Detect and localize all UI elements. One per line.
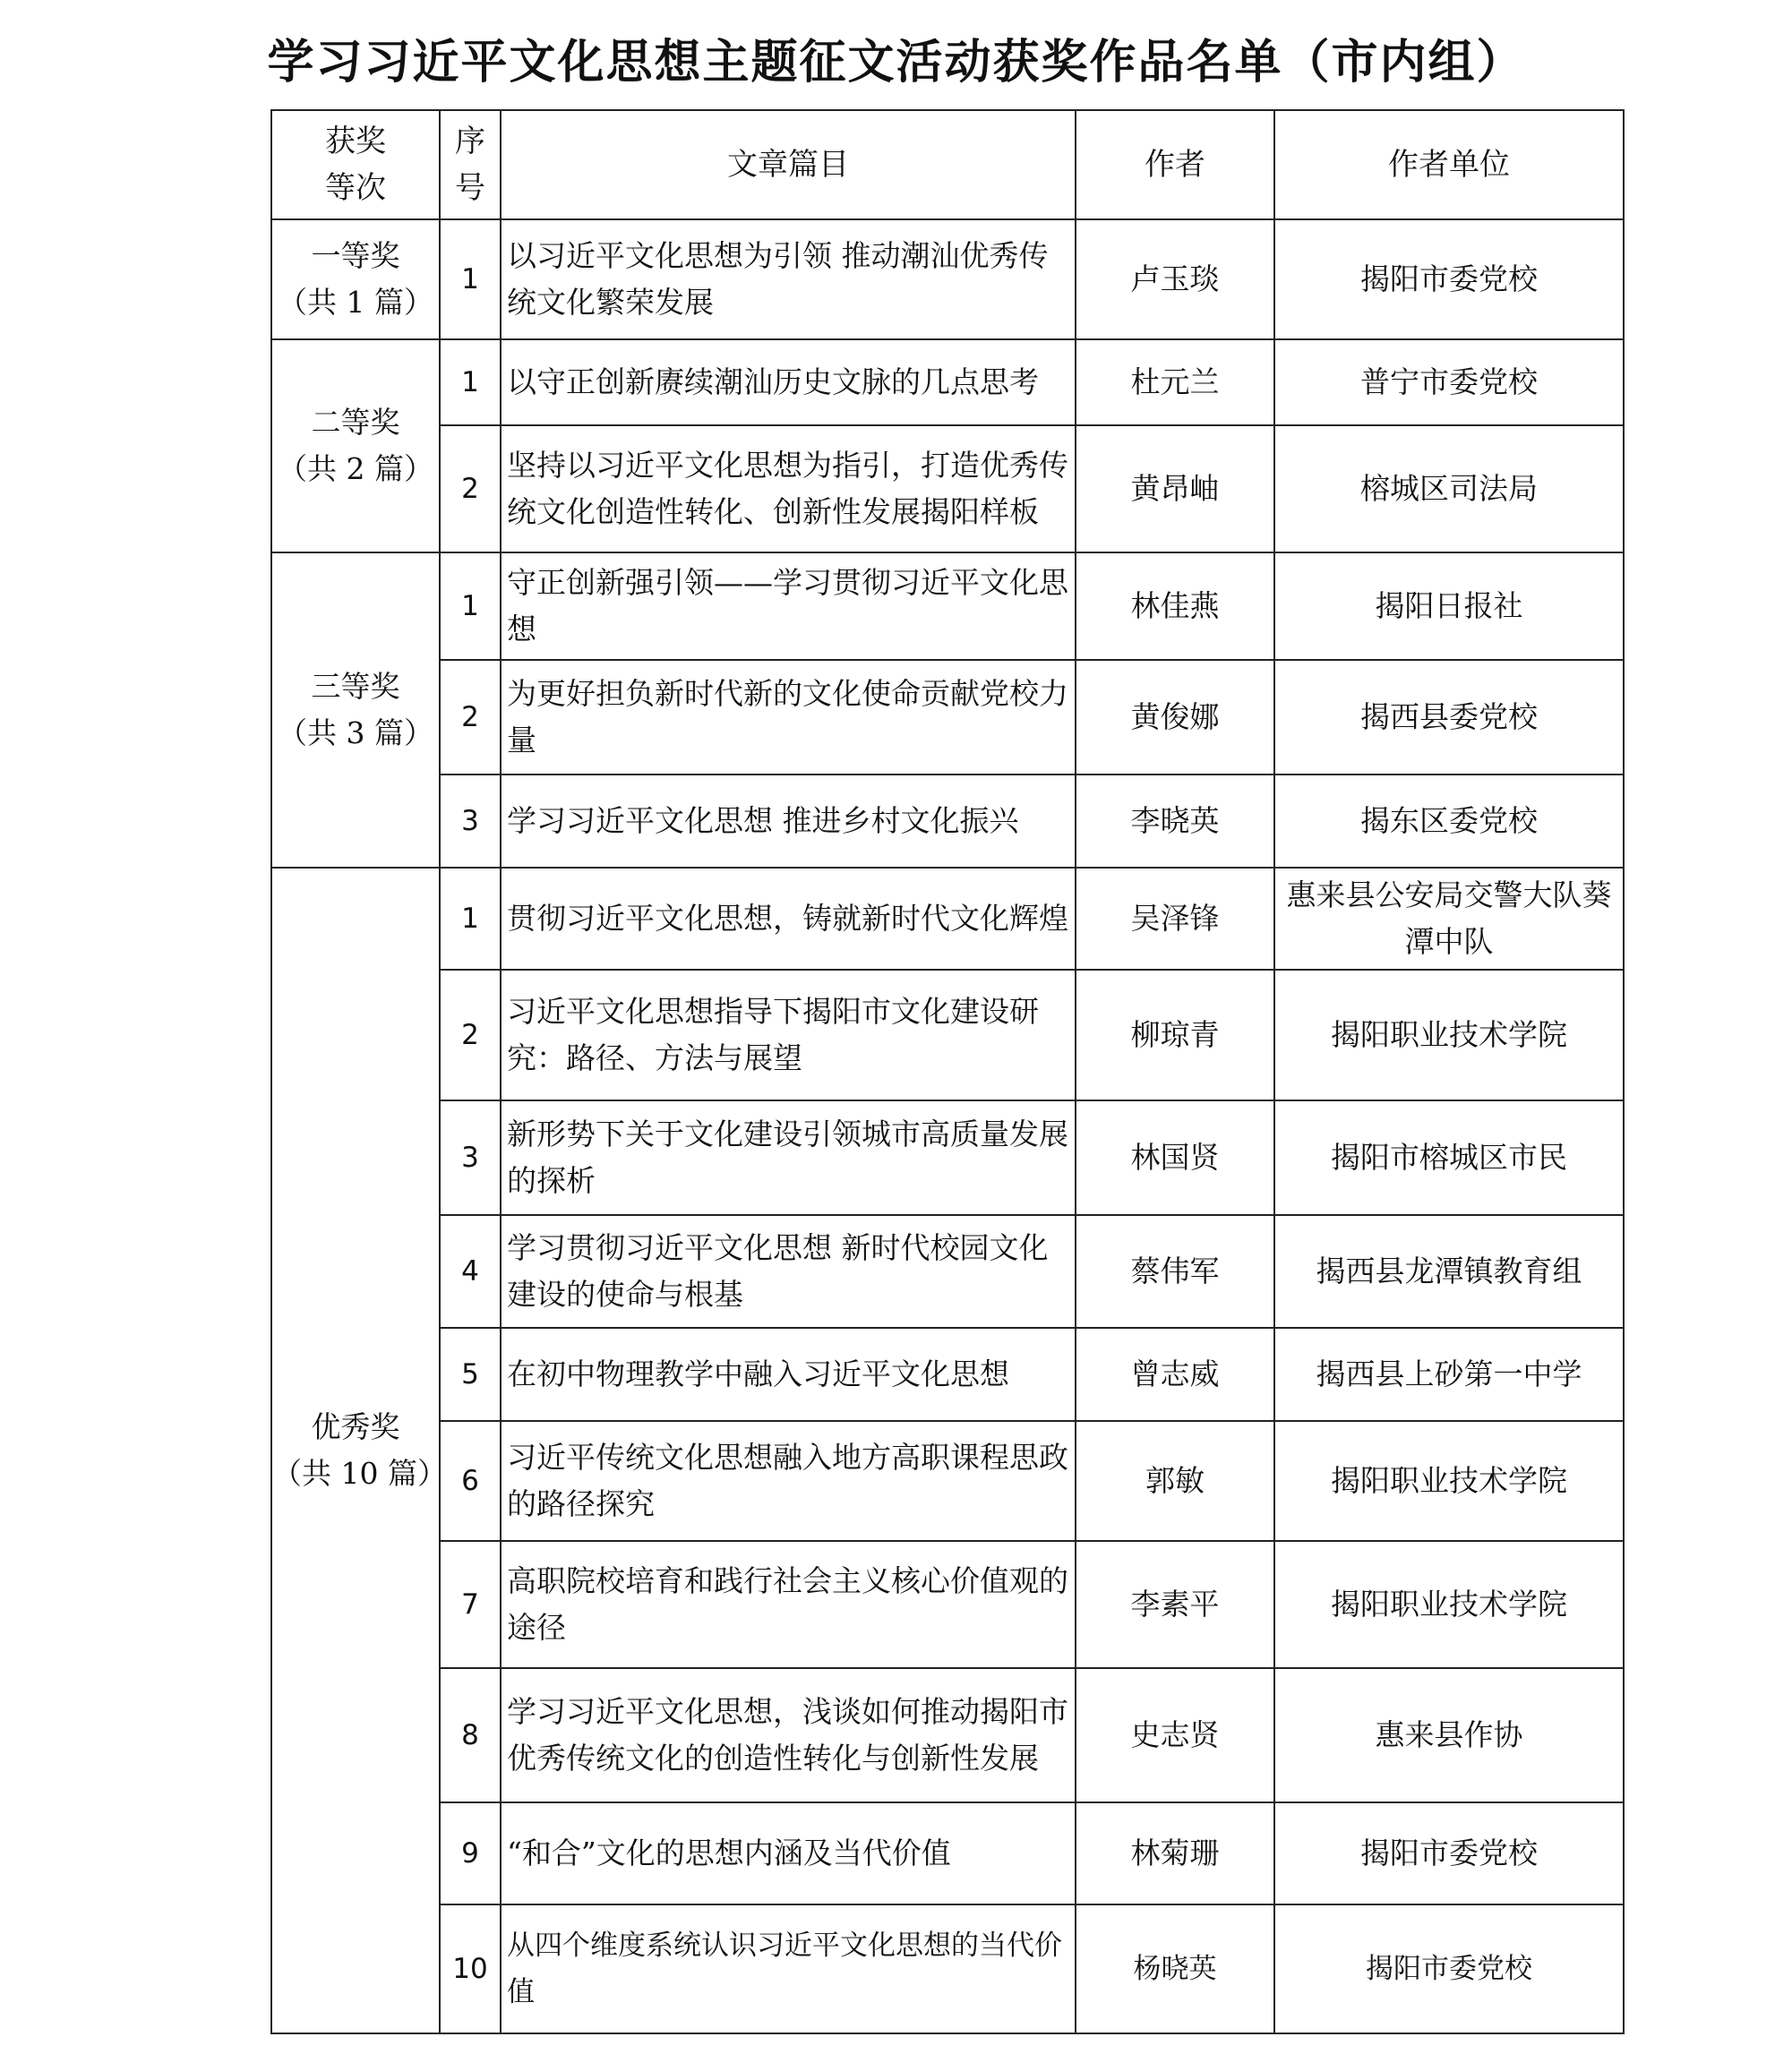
author-name: 林国贤 <box>1076 1100 1274 1215</box>
table-row <box>271 219 1624 339</box>
author-unit: 揭阳职业技术学院 <box>1274 1541 1624 1668</box>
page-title: 学习习近平文化思想主题征文活动获奖作品名单（市内组） <box>267 36 1525 90</box>
table-row <box>271 775 1624 868</box>
article-title: 学习习近平文化思想，浅谈如何推动揭阳市优秀传统文化的创造性转化与创新性发展 <box>501 1668 1076 1802</box>
table-row <box>271 339 1624 425</box>
article-title: 习近平文化思想指导下揭阳市文化建设研究：路径、方法与展望 <box>501 970 1076 1100</box>
row-index: 2 <box>440 970 501 1100</box>
header-author: 作者 <box>1076 110 1274 219</box>
award-level-name: 优秀奖 <box>311 1409 400 1444</box>
table-row <box>271 1328 1624 1421</box>
table-row <box>271 552 1624 660</box>
row-index: 3 <box>440 775 501 868</box>
article-title: “和合”文化的思想内涵及当代价值 <box>501 1802 1076 1904</box>
author-unit: 揭东区委党校 <box>1274 775 1624 868</box>
author-unit: 揭西县委党校 <box>1274 660 1624 775</box>
author-unit: 普宁市委党校 <box>1274 339 1624 425</box>
award-level-count: （共 2 篇） <box>278 451 433 486</box>
row-index: 8 <box>440 1668 501 1802</box>
article-title: 学习习近平文化思想 推进乡村文化振兴 <box>501 775 1076 868</box>
author-name: 杨晓英 <box>1076 1904 1274 2033</box>
author-unit: 惠来县作协 <box>1274 1668 1624 1802</box>
table-row <box>271 1541 1624 1668</box>
author-name: 蔡伟军 <box>1076 1215 1274 1328</box>
row-index: 9 <box>440 1802 501 1904</box>
article-title: 贯彻习近平文化思想，铸就新时代文化辉煌 <box>501 868 1076 970</box>
row-index: 1 <box>440 552 501 660</box>
author-unit: 揭阳市榕城区市民 <box>1274 1100 1624 1215</box>
author-name: 黄俊娜 <box>1076 660 1274 775</box>
table-row <box>271 1904 1624 2033</box>
author-unit: 揭西县上砂第一中学 <box>1274 1328 1624 1421</box>
table-row <box>271 1215 1624 1328</box>
author-name: 李素平 <box>1076 1541 1274 1668</box>
author-name: 林佳燕 <box>1076 552 1274 660</box>
author-unit: 惠来县公安局交警大队葵潭中队 <box>1274 868 1624 970</box>
award-level-count: （共 3 篇） <box>278 715 433 750</box>
header-article: 文章篇目 <box>501 110 1076 219</box>
author-unit: 揭阳日报社 <box>1274 552 1624 660</box>
article-title: 新形势下关于文化建设引领城市高质量发展的探析 <box>501 1100 1076 1215</box>
author-name: 林菊珊 <box>1076 1802 1274 1904</box>
table-row <box>271 1421 1624 1541</box>
row-index: 3 <box>440 1100 501 1215</box>
award-level-cell <box>271 219 440 339</box>
article-title: 坚持以习近平文化思想为指引，打造优秀传统文化创造性转化、创新性发展揭阳样板 <box>501 425 1076 552</box>
row-index: 2 <box>440 660 501 775</box>
author-name: 李晓英 <box>1076 775 1274 868</box>
author-name: 曾志威 <box>1076 1328 1274 1421</box>
table-header-row <box>271 110 1624 219</box>
author-name: 黄昂岫 <box>1076 425 1274 552</box>
article-title: 以守正创新赓续潮汕历史文脉的几点思考 <box>501 339 1076 425</box>
article-title: 在初中物理教学中融入习近平文化思想 <box>501 1328 1076 1421</box>
table-row <box>271 970 1624 1100</box>
author-unit: 揭阳市委党校 <box>1274 1904 1624 2033</box>
article-title: 高职院校培育和践行社会主义核心价值观的途径 <box>501 1541 1076 1668</box>
table-row <box>271 1100 1624 1215</box>
article-title: 习近平传统文化思想融入地方高职课程思政的路径探究 <box>501 1421 1076 1541</box>
author-name: 郭敏 <box>1076 1421 1274 1541</box>
table-row <box>271 1668 1624 1802</box>
article-title: 为更好担负新时代新的文化使命贡献党校力量 <box>501 660 1076 775</box>
author-name: 吴泽锋 <box>1076 868 1274 970</box>
award-level-cell <box>271 868 447 2033</box>
row-index: 1 <box>440 868 501 970</box>
row-index: 2 <box>440 425 501 552</box>
award-level-count: （共 10 篇） <box>272 1456 447 1491</box>
award-level-name: 一等奖 <box>311 238 400 273</box>
author-name: 杜元兰 <box>1076 339 1274 425</box>
row-index: 7 <box>440 1541 501 1668</box>
table-row <box>271 868 1624 970</box>
article-title: 学习贯彻习近平文化思想 新时代校园文化建设的使命与根基 <box>501 1215 1076 1328</box>
author-unit: 揭阳职业技术学院 <box>1274 1421 1624 1541</box>
row-index: 1 <box>440 219 501 339</box>
row-index: 5 <box>440 1328 501 1421</box>
award-level-name: 三等奖 <box>311 669 400 704</box>
table-row <box>271 1802 1624 1904</box>
table-row <box>271 425 1624 552</box>
author-unit: 揭阳职业技术学院 <box>1274 970 1624 1100</box>
author-unit: 揭阳市委党校 <box>1274 219 1624 339</box>
article-title: 守正创新强引领——学习贯彻习近平文化思想 <box>501 552 1076 660</box>
author-name: 史志贤 <box>1076 1668 1274 1802</box>
author-name: 柳琼青 <box>1076 970 1274 1100</box>
award-level-cell <box>271 552 440 868</box>
header-unit: 作者单位 <box>1274 110 1624 219</box>
author-unit: 榕城区司法局 <box>1274 425 1624 552</box>
author-unit: 揭西县龙潭镇教育组 <box>1274 1215 1624 1328</box>
article-title: 从四个维度系统认识习近平文化思想的当代价值 <box>501 1904 1076 2033</box>
header-index: 序 号 <box>440 110 501 219</box>
author-name: 卢玉琰 <box>1076 219 1274 339</box>
table-row <box>271 660 1624 775</box>
row-index: 1 <box>440 339 501 425</box>
author-unit: 揭阳市委党校 <box>1274 1802 1624 1904</box>
row-index: 4 <box>440 1215 501 1328</box>
header-award-level: 获奖 等次 <box>271 110 440 219</box>
award-list-table <box>270 109 1625 2034</box>
row-index: 10 <box>440 1904 501 2033</box>
award-level-name: 二等奖 <box>311 405 400 440</box>
award-level-count: （共 1 篇） <box>278 285 433 320</box>
row-index: 6 <box>440 1421 501 1541</box>
award-level-cell <box>271 339 440 552</box>
article-title: 以习近平文化思想为引领 推动潮汕优秀传统文化繁荣发展 <box>501 219 1076 339</box>
